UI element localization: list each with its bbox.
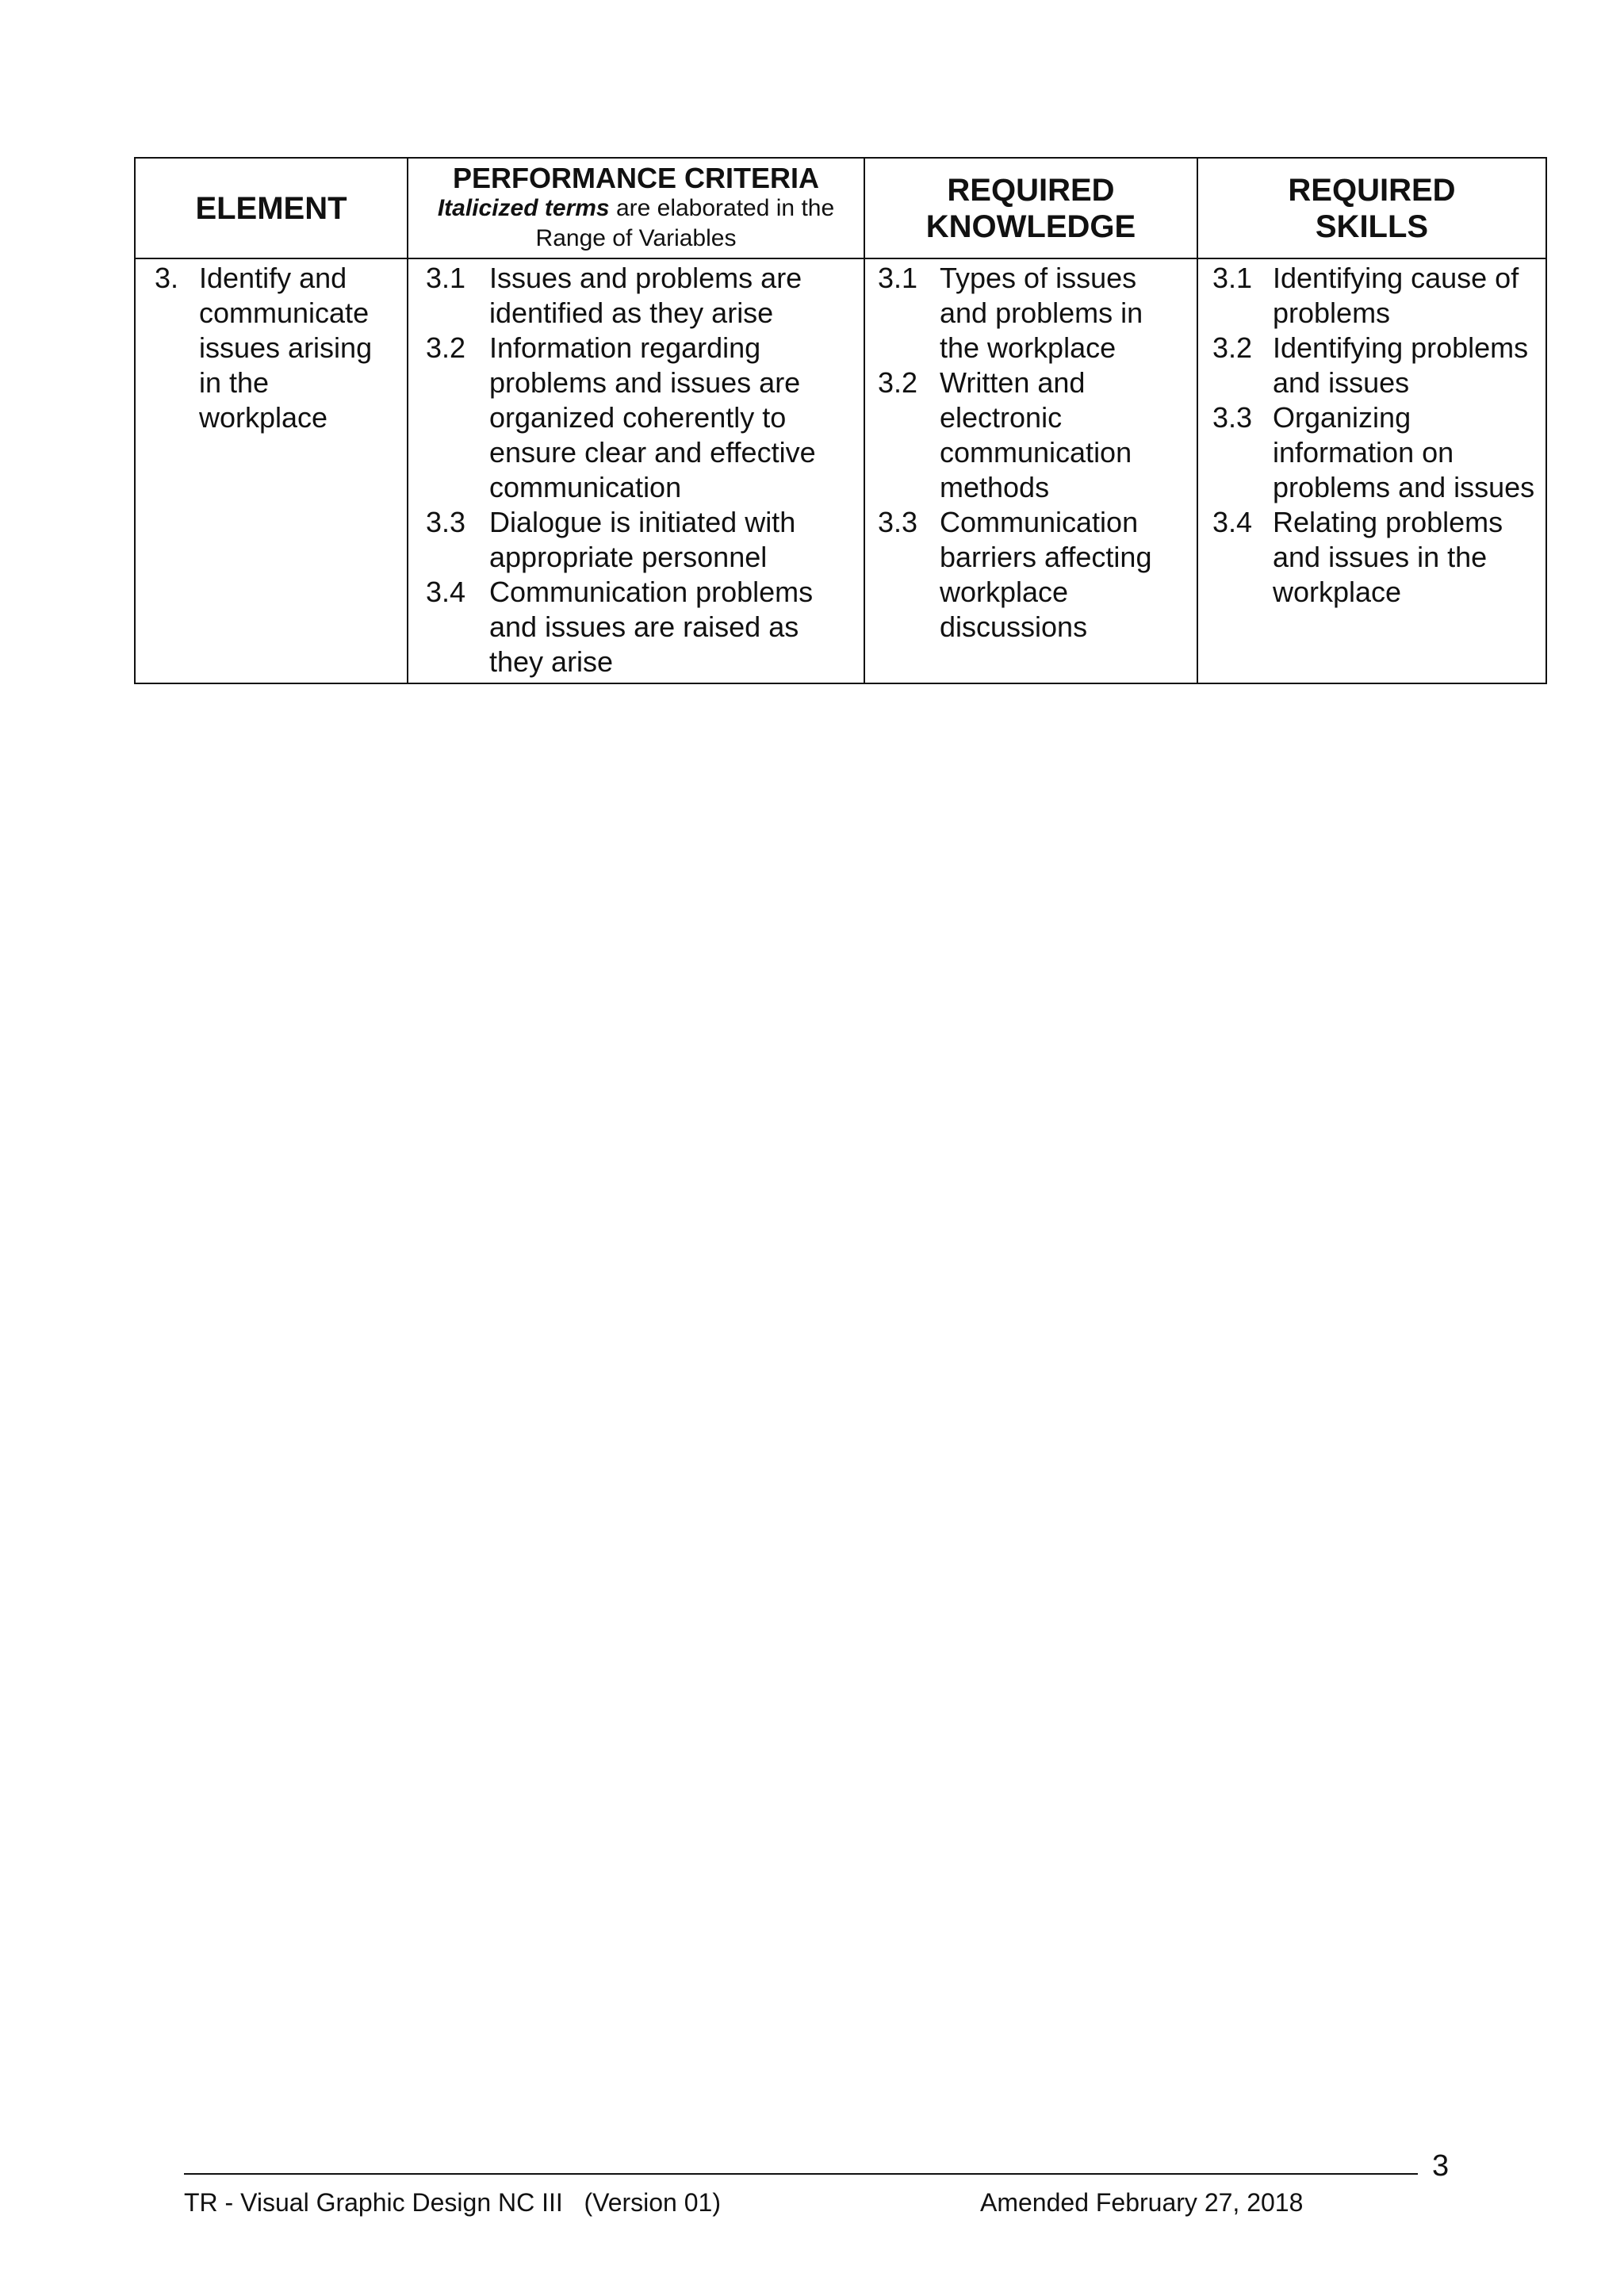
header-pc-italic: Italicized terms [437,194,610,221]
list-item: 3.3 Communication barriers affecting workplace discussions [878,506,1152,643]
page-number: 3 [1432,2149,1450,2183]
header-pc-subtitle [408,193,864,254]
element-item [155,261,391,435]
element-number: 3. [155,262,179,294]
element-cell [135,258,408,683]
element-text: Identify and communicate issues arising in the workplace [199,262,373,434]
skills-cell [1197,258,1546,683]
header-row [135,158,1546,258]
table-row [135,258,1546,683]
competency-table [134,157,1547,684]
footer-amended-date: Amended February 27, 2018 [980,2188,1304,2217]
list-item: 3.3 Dialogue is initiated with appropriate personnel [426,506,796,573]
list-item: 3.4 Communication problems and issues are raised as they arise [426,576,814,678]
header-required-skills: REQUIRED SKILLS [1197,158,1546,258]
list-item: 3.3 Organizing information on problems and issues [1212,401,1535,503]
list-item: 3.1 Types of issues and problems in the workplace [878,262,1143,364]
criteria-cell [408,258,864,683]
list-item: 3.1 Identifying cause of problems [1212,262,1519,329]
list-item: 3.4 Relating problems and issues in the workplace [1212,506,1503,608]
list-item: 3.1 Issues and problems are identified as they arise [426,262,802,329]
header-element: ELEMENT [135,158,408,258]
list-item: 3.2 Information regarding problems and issues are organized coherently to ensure clear and effective communication [426,331,816,503]
footer-document-title: TR - Visual Graphic Design NC III (Version 01) [184,2188,721,2217]
header-pc-rest: are elaborated in the Range of Variables [535,194,835,251]
header-pc-title: PERFORMANCE CRITERIA [452,161,819,194]
list-item: 3.2 Written and electronic communication methods [878,366,1132,503]
knowledge-cell [864,258,1197,683]
list-item: 3.2 Identifying problems and issues [1212,331,1529,399]
header-performance-criteria [408,158,864,258]
header-required-knowledge: REQUIRED KNOWLEDGE [864,158,1197,258]
footer-divider [184,2173,1418,2175]
